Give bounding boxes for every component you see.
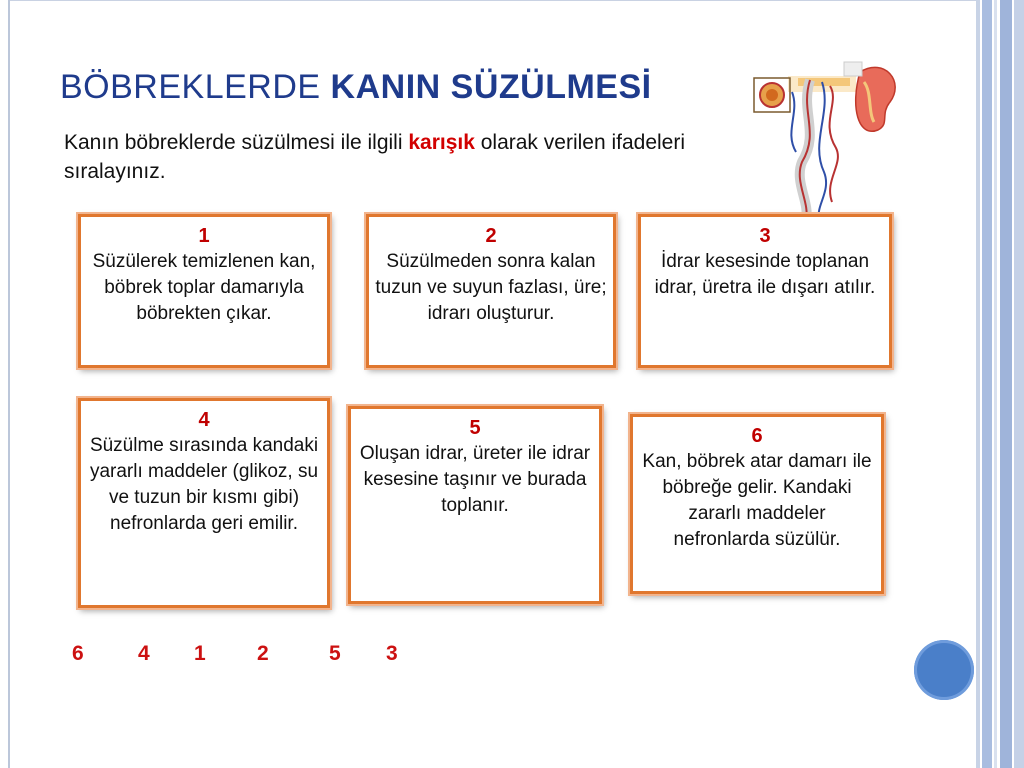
slide-frame-left xyxy=(8,0,10,768)
card-text: Süzülmeden sonra kalan tuzun ve suyun fazlası, üre; idrarı oluşturur. xyxy=(375,251,607,324)
answer-step-4: 2 xyxy=(257,642,269,665)
statement-card-2 xyxy=(366,214,616,368)
card-number: 5 xyxy=(469,417,481,439)
statement-card-6 xyxy=(630,414,884,594)
card-number: 4 xyxy=(198,409,210,431)
answer-step-1: 6 xyxy=(72,642,84,665)
card-number: 6 xyxy=(751,425,763,447)
kidney-nephron-illustration-icon xyxy=(740,52,900,224)
answer-step-5: 5 xyxy=(329,642,341,665)
intro-text: Kanın böbreklerde süzülmesi ile ilgili karışık olarak verilen ifadeleri sıralayınız. xyxy=(64,131,686,183)
statement-card-5 xyxy=(348,406,602,604)
card-text: İdrar kesesinde toplanan idrar, üretra ile dışarı atılır. xyxy=(654,251,876,298)
card-number: 2 xyxy=(485,225,497,247)
answer-step-2: 4 xyxy=(138,642,150,665)
statement-card-4 xyxy=(78,398,330,608)
card-text: Oluşan idrar, üreter ile idrar kesesine taşınır ve burada toplanır. xyxy=(359,443,591,516)
answer-step-6: 3 xyxy=(386,642,398,665)
right-decor-stripes xyxy=(976,0,1024,768)
card-number: 3 xyxy=(759,225,771,247)
statement-card-3 xyxy=(638,214,892,368)
statement-card-1 xyxy=(78,214,330,368)
card-number: 1 xyxy=(198,225,210,247)
answer-step-3: 1 xyxy=(194,642,206,665)
card-text: Süzülerek temizlenen kan, böbrek toplar damarıyla böbrekten çıkar. xyxy=(92,251,316,324)
card-text: Süzülme sırasında kandaki yararlı maddeler (glikoz, su ve tuzun bir kısmı gibi) nefronlarda geri emilir. xyxy=(89,435,319,534)
decorative-circle xyxy=(914,640,974,700)
slide-frame-top xyxy=(10,0,980,1)
page-title: BÖBREKLERDE KANIN SÜZÜLMESİ xyxy=(60,68,652,106)
card-text: Kan, böbrek atar damarı ile böbreğe gelir. Kandaki zararlı maddeler nefronlarda süzülür. xyxy=(642,451,872,550)
